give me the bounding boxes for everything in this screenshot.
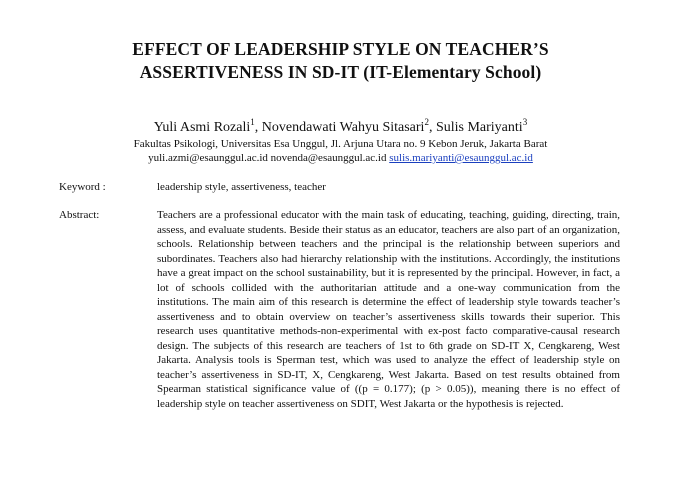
abstract-text [157, 208, 620, 411]
author-separator: , [254, 120, 262, 135]
affiliation-line: Fakultas Psikologi, Universitas Esa Unggul, Jl. Arjuna Utara no. 9 Kebon Jeruk, Jakarta Barat [133, 138, 548, 150]
author-name: Sulis Mariyanti [435, 120, 523, 135]
email-addresses: yuli.azmi@esaunggul.ac.id novenda@esaunggul.ac.id [148, 152, 387, 164]
author-separator: , [428, 120, 436, 135]
keyword-value: leadership style, assertiveness, teacher [157, 181, 326, 193]
abstract-text-part: , which was used to analyze the effect of leadership style on teacher’s assertiveness in SD-IT, X, Cengkareng, West Jakarta. Based on test results obtained from Spearman statistical significance value of ((p = 0.177); (p > 0.05)), meaning there is no effect of leadership style on teacher assertiveness on SDIT, West Jakarta or the hypothesis is rejected. [157, 354, 620, 410]
abstract-label: Abstract: [59, 209, 100, 221]
title-line-2: ASSERTIVENESS IN SD-IT (IT-Elementary School) [139, 62, 542, 82]
author-affiliation-mark: 3 [522, 117, 528, 127]
affiliation-block [0, 137, 681, 165]
abstract-text-part: Teachers are a professional educator with the main task of educating, teaching, guiding, directing, train, assess, and evaluate students. Beside their status as an educator, teachers are also part of an organization, schools. Relationship between teachers and the principal is the relationship between superiors and subordinates. Teachers also had hierarchy relationship with the institutions. Accordingly, the institutions have a great impact on the school sustainability, but it is represented by the principal. However, in fact, a lot of schools collided with the authoritarian attitude and a one-way communication from the institutions. The main aim of this research is determine the effect of leadership style towards teacher’s assertiveness and to obtain overview on teacher’s assertiveness skills towards their superior. This research uses quantitative methods-non-experimental with [157, 209, 620, 337]
paper-title [0, 38, 681, 84]
email-line [0, 151, 681, 165]
abstract-italic-term: Sperman test [276, 354, 336, 366]
author-affiliation-mark: 1 [250, 117, 255, 127]
author-affiliation-mark: 2 [424, 117, 429, 127]
author-name: Novendawati Wahyu Sitasari [261, 120, 425, 135]
title-line-1: EFFECT OF LEADERSHIP STYLE ON TEACHER’S [132, 39, 549, 59]
abstract-italic-term: ex-post facto [428, 325, 488, 337]
email-link[interactable]: sulis.mariyanti@esaunggul.ac.id [389, 152, 533, 164]
author-name: Yuli Asmi Rozali [153, 120, 251, 135]
abstract-text-part: comparative-causal research design. The subjects of this research are teachers of 1st to 6th grade on SD-IT X, Cengkareng, West Jakarta. Analysis tools is [157, 325, 620, 366]
keyword-label: Keyword : [59, 181, 106, 193]
author-list [0, 117, 681, 136]
